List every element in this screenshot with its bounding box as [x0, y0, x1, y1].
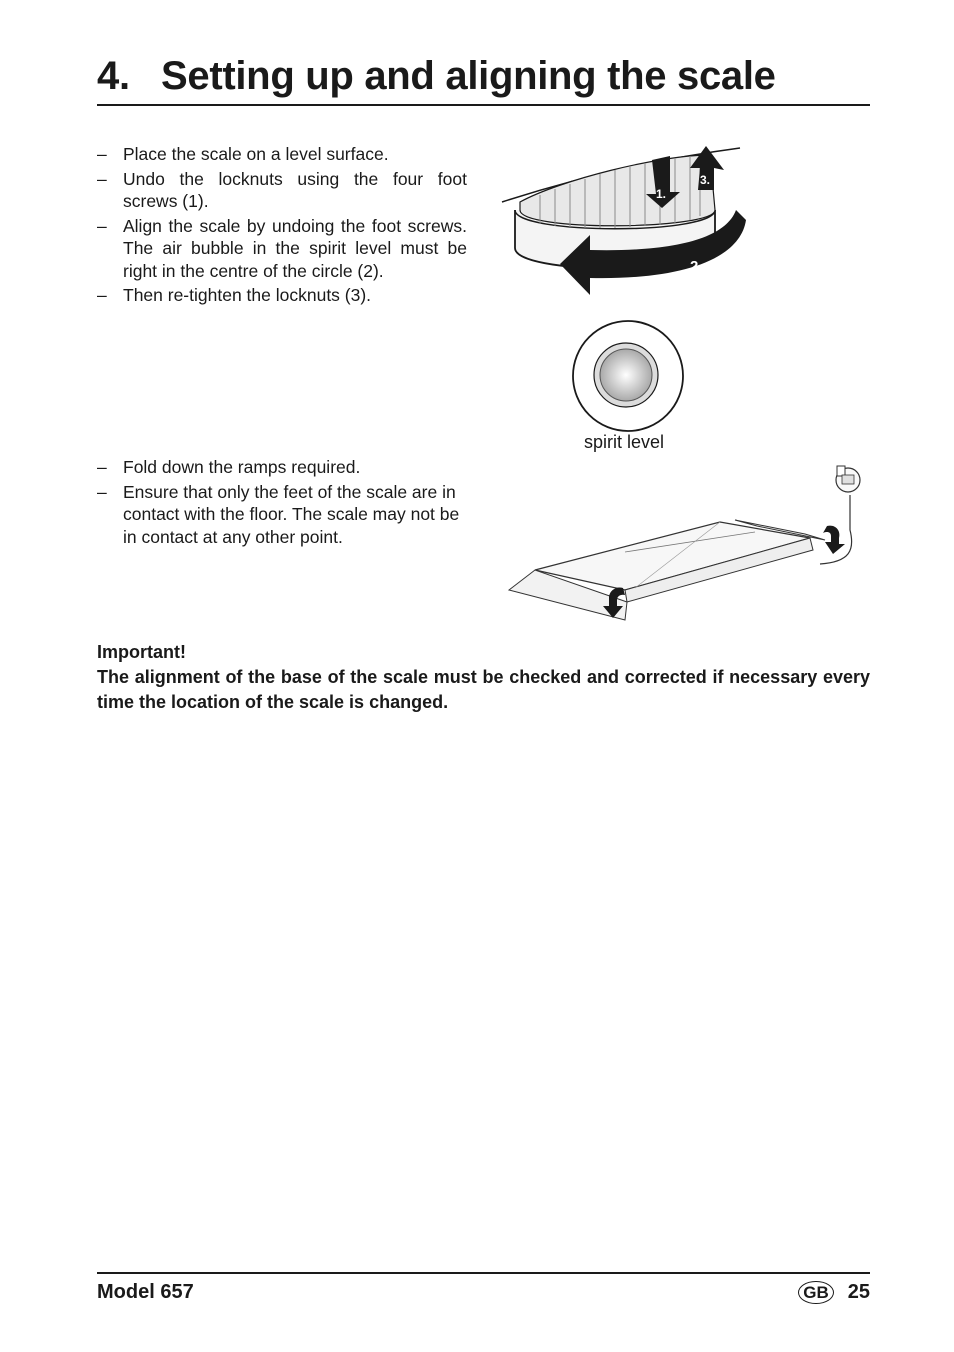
list-item: – Undo the locknuts using the four foot screws (1).	[97, 168, 467, 211]
important-notice	[97, 640, 870, 715]
spirit-level-illustration	[568, 316, 688, 436]
page-title	[97, 50, 776, 102]
footer-model: Model 657	[97, 1281, 194, 1303]
important-heading: Important!	[97, 642, 186, 662]
foot-step-3-label: 3.	[700, 173, 711, 187]
list-item: – Place the scale on a level surface.	[97, 144, 389, 164]
language-badge: GB	[798, 1281, 834, 1304]
list-dash: –	[97, 457, 107, 477]
important-body: The alignment of the base of the scale must be checked and corrected if necessary every time the location of the scale is changed.	[97, 667, 870, 712]
footer-right	[798, 1281, 870, 1304]
list-dash: –	[97, 481, 107, 502]
list-dash: –	[97, 285, 107, 305]
list-item: – Align the scale by undoing the foot screws. The air bubble in the spirit level must be right in the centre of the circle (2).	[97, 215, 467, 281]
foot-step-2-label: 2.	[690, 258, 703, 275]
list-dash: –	[97, 144, 107, 164]
list-item: – Fold down the ramps required.	[97, 457, 361, 477]
list-dash: –	[97, 168, 107, 189]
scale-ramps-illustration	[505, 460, 890, 625]
foot-screw-illustration	[500, 140, 760, 305]
page-number: 25	[847, 1281, 870, 1303]
section-title: Setting up and aligning the scale	[161, 54, 776, 98]
title-divider	[97, 104, 870, 106]
list-item: – Ensure that only the feet of the scale are in contact with the floor. The scale may not be in contact at any other point.	[97, 481, 460, 547]
ramp-steps-list	[97, 456, 467, 550]
list-item: – Then re-tighten the locknuts (3).	[97, 285, 372, 305]
spirit-level-caption: spirit level	[584, 432, 665, 452]
section-number: 4.	[97, 54, 130, 98]
foot-step-1-label: 1.	[656, 187, 667, 201]
list-dash: –	[97, 215, 107, 236]
footer-divider	[97, 1272, 870, 1274]
alignment-steps-list	[97, 143, 467, 309]
